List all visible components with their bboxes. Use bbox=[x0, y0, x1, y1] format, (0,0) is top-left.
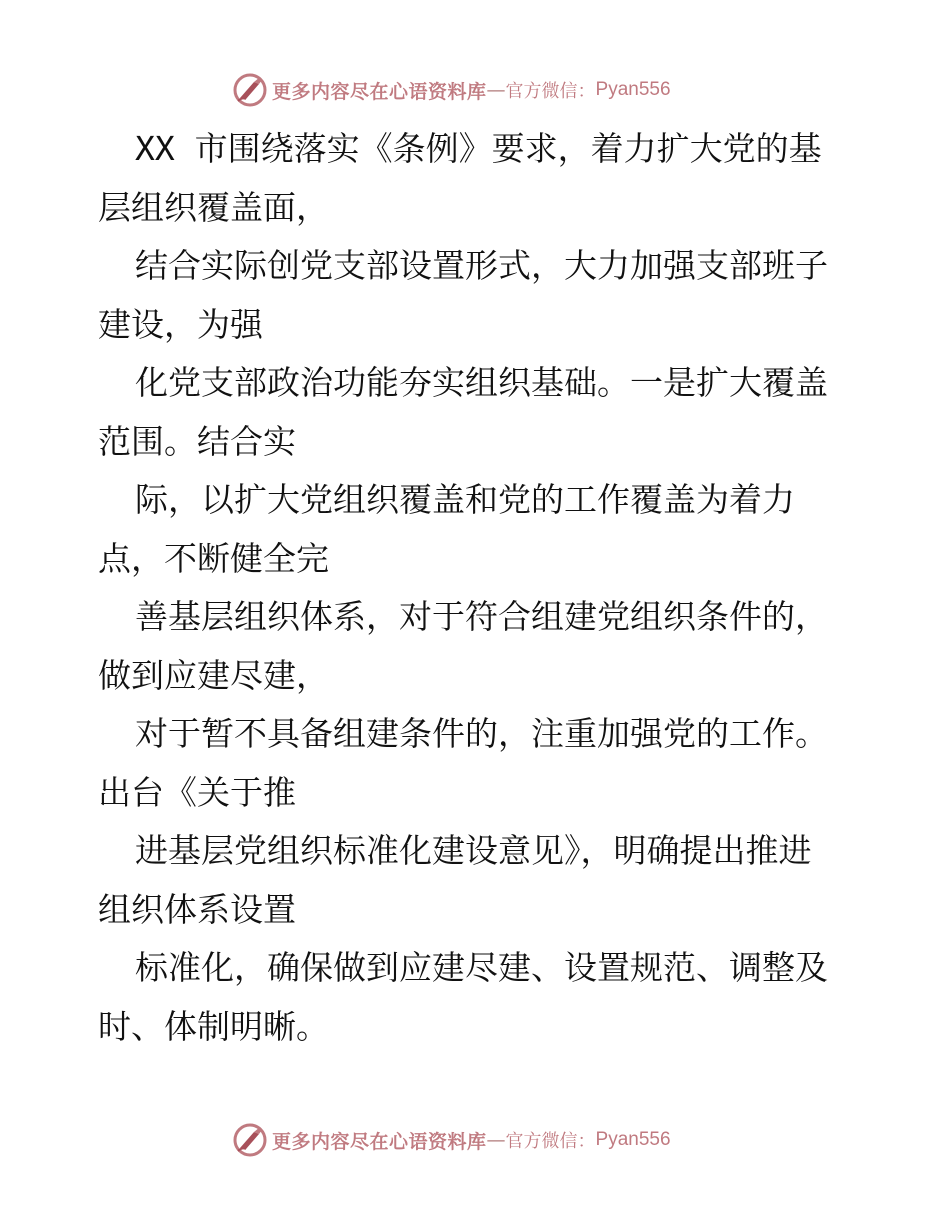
paragraph-line: 结合实际创党支部设置形式，大力加强支部班子 bbox=[135, 246, 828, 285]
banner-text: 更多内容尽在心语资料库 bbox=[272, 80, 487, 103]
paragraph-line: 进基层党组织标准化建设意见》，明确提出推进 bbox=[135, 831, 812, 870]
banner-separator: — bbox=[486, 1129, 506, 1151]
banner-wechat-id: Pyan556 bbox=[595, 79, 671, 100]
paragraph-line: 对于暂不具备组建条件的，注重加强党的工作。 bbox=[135, 714, 828, 753]
banner-text: 更多内容尽在心语资料库 bbox=[272, 1130, 487, 1153]
paragraph-line: 点，不断健全完 bbox=[98, 538, 329, 578]
header-banner bbox=[232, 70, 712, 110]
paragraph bbox=[98, 705, 858, 822]
banner-wechat-label: 官方微信： bbox=[505, 81, 596, 102]
paragraph-line: 化党支部政治功能夯实组织基础。一是扩大覆盖 bbox=[135, 363, 828, 402]
paragraph-line: 组织体系设置 bbox=[98, 889, 296, 929]
quill-pen-logo-icon bbox=[232, 72, 268, 108]
paragraph bbox=[98, 354, 858, 471]
document-body bbox=[98, 120, 858, 1056]
paragraph-line: XX 市围绕落实《条例》要求，着力扩大党的基 bbox=[135, 129, 822, 168]
paragraph-line: 际，以扩大党组织覆盖和党的工作覆盖为着力 bbox=[135, 480, 795, 519]
paragraph-line: 做到应建尽建， bbox=[98, 655, 329, 695]
paragraph bbox=[98, 588, 858, 705]
banner-wechat-id: Pyan556 bbox=[595, 1129, 671, 1150]
paragraph-line: 出台《关于推 bbox=[98, 772, 296, 812]
paragraph-line: 标准化，确保做到应建尽建、设置规范、调整及 bbox=[135, 948, 828, 987]
paragraph-line: 建设，为强 bbox=[98, 304, 263, 344]
paragraph bbox=[98, 939, 858, 1056]
paragraph-line: 范围。结合实 bbox=[98, 421, 296, 461]
paragraph bbox=[98, 471, 858, 588]
paragraph-line: 层组织覆盖面， bbox=[98, 187, 329, 227]
banner-separator: — bbox=[486, 79, 506, 101]
paragraph bbox=[98, 822, 858, 939]
paragraph-line: 善基层组织体系，对于符合组建党组织条件的， bbox=[135, 597, 828, 636]
paragraph bbox=[98, 237, 858, 354]
quill-pen-logo-icon bbox=[232, 1122, 268, 1158]
footer-banner bbox=[232, 1120, 712, 1160]
paragraph-line: 时、体制明晰。 bbox=[98, 1006, 329, 1046]
banner-wechat-label: 官方微信： bbox=[505, 1131, 596, 1152]
paragraph bbox=[98, 120, 858, 237]
